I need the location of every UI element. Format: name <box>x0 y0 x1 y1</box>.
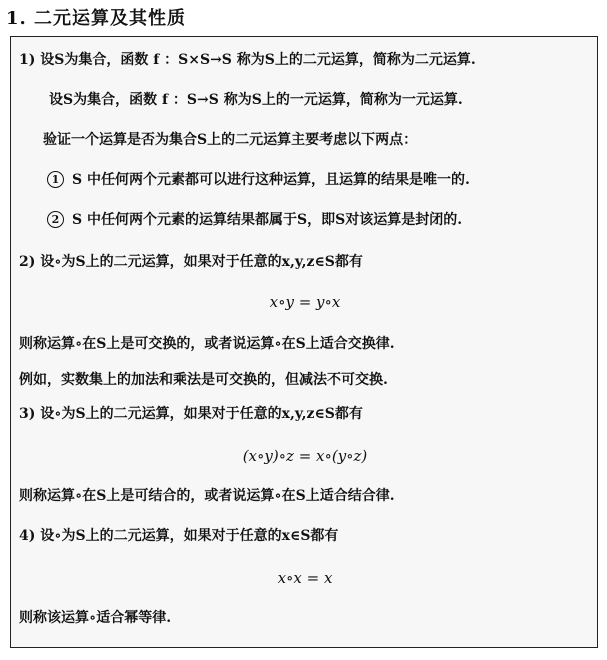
definition-box <box>10 36 598 648</box>
condition-one <box>47 171 470 189</box>
idempotent-formula: x∘x = x <box>277 569 333 587</box>
commutative-example: 例如，实数集上的加法和乘法是可交换的，但减法不可交换. <box>19 372 388 388</box>
verification-intro: 验证一个运算是否为集合S上的二元运算主要考虑以下两点： <box>43 132 418 148</box>
condition-two <box>47 211 462 229</box>
commutative-conclusion: 则称运算∘在S上是可交换的，或者说运算∘在S上适合交换律. <box>19 336 395 352</box>
unary-operation-definition: 设S为集合，函数 f ：S→S 称为S上的一元运算，简称为一元运算. <box>49 92 463 108</box>
circled-number-two: 2 <box>47 211 64 228</box>
associative-formula: (x∘y)∘z = x∘(y∘z) <box>242 447 368 465</box>
commutative-formula: x∘y = y∘x <box>269 293 341 311</box>
condition-one-text: S 中任何两个元素都可以进行这种运算，且运算的结果是唯一的. <box>72 172 470 188</box>
associative-conclusion: 则称运算∘在S上是可结合的，或者说运算∘在S上适合结合律. <box>19 488 395 504</box>
idempotent-premise: 4) 设∘为S上的二元运算，如果对于任意的x∈S都有 <box>19 528 339 544</box>
section-title: 1. 二元运算及其性质 <box>6 8 187 29</box>
circled-number-one: 1 <box>47 171 64 188</box>
associative-premise: 3) 设∘为S上的二元运算，如果对于任意的x,y,z∈S都有 <box>19 406 363 422</box>
binary-operation-definition: 1) 设S为集合，函数 f ：S×S→S 称为S上的二元运算，简称为二元运算. <box>19 52 476 68</box>
idempotent-conclusion: 则称该运算∘适合幂等律. <box>19 610 172 626</box>
commutative-premise: 2) 设∘为S上的二元运算，如果对于任意的x,y,z∈S都有 <box>19 254 363 270</box>
condition-two-text: S 中任何两个元素的运算结果都属于S，即S对该运算是封闭的. <box>72 212 463 228</box>
